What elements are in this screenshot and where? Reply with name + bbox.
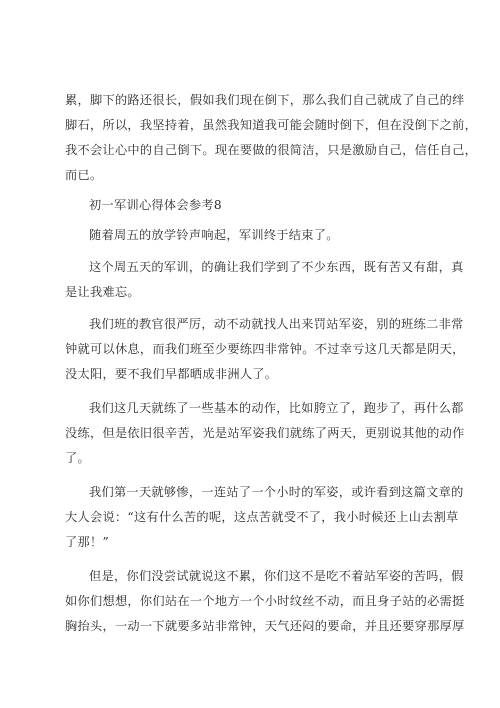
text-line: 这个周五天的军训，的确让我们学到了不少东西，既有苦又有甜，真 — [89, 260, 464, 274]
paragraph — [65, 480, 464, 555]
text-line: 没练，但是依旧很辛苦，光是站军姿我们就练了两天，更别说其他的动作 — [65, 426, 465, 440]
paragraph — [65, 396, 465, 471]
paragraph — [65, 312, 465, 387]
heading-text: 初一军训心得体会参考8 — [89, 198, 222, 212]
text-line: 是让我难忘。 — [65, 285, 140, 299]
text-line: 我们第一天就够惨，一连站了一个小时的军姿，或许看到这篇文章的 — [89, 485, 464, 499]
text-line: 随着周五的放学铃声响起，军训终于结束了。 — [89, 228, 339, 242]
paragraph — [65, 223, 437, 248]
text-line: 脚石，所以，我坚持着，虽然我知道我可能会随时倒下，但在没倒下之前， — [65, 118, 478, 132]
text-line: 了那！” — [65, 535, 109, 549]
text-line: 但是，你们没尝试就说这不累，你们这不是吃不着站军姿的苦吗，假 — [89, 569, 464, 583]
section-heading — [65, 193, 437, 218]
text-line: 胸抬头，一动一下就要多站非常钟，天气还闷的要命，并且还要穿那厚厚 — [65, 619, 465, 633]
text-line: 如你们想想，你们站在一个地方一个小时纹丝不动，而且身子站的必需挺 — [65, 594, 465, 608]
text-line: 我们这几天就练了一些基本的动作，比如胯立了，跑步了，再什么都 — [89, 401, 464, 415]
text-line: 我不会让心中的自己倒下。现在要做的很简洁，只是激励自己，信任自己， — [65, 143, 478, 157]
text-line: 大人会说：“这有什么苦的呢，这点苦就受不了，我小时候还上山去割草 — [65, 510, 459, 524]
text-line: 累，脚下的路还很长，假如我们现在倒下，那么我们自己就成了自己的绊 — [65, 93, 465, 107]
paragraph-continued — [65, 88, 478, 188]
text-line: 了。 — [65, 451, 90, 465]
paragraph — [65, 255, 464, 305]
text-line: 而已。 — [65, 168, 103, 182]
text-line: 没太阳，要不我们早都晒成非洲人了。 — [65, 367, 278, 381]
text-line: 我们班的教官很严厉，动不动就找人出来罚站军姿，别的班练二非常 — [89, 317, 464, 331]
text-line: 钟就可以休息，而我们班至少要练四非常钟。不过幸亏这几天都是阴天， — [65, 342, 465, 356]
document-body — [65, 88, 478, 639]
paragraph — [65, 564, 465, 639]
